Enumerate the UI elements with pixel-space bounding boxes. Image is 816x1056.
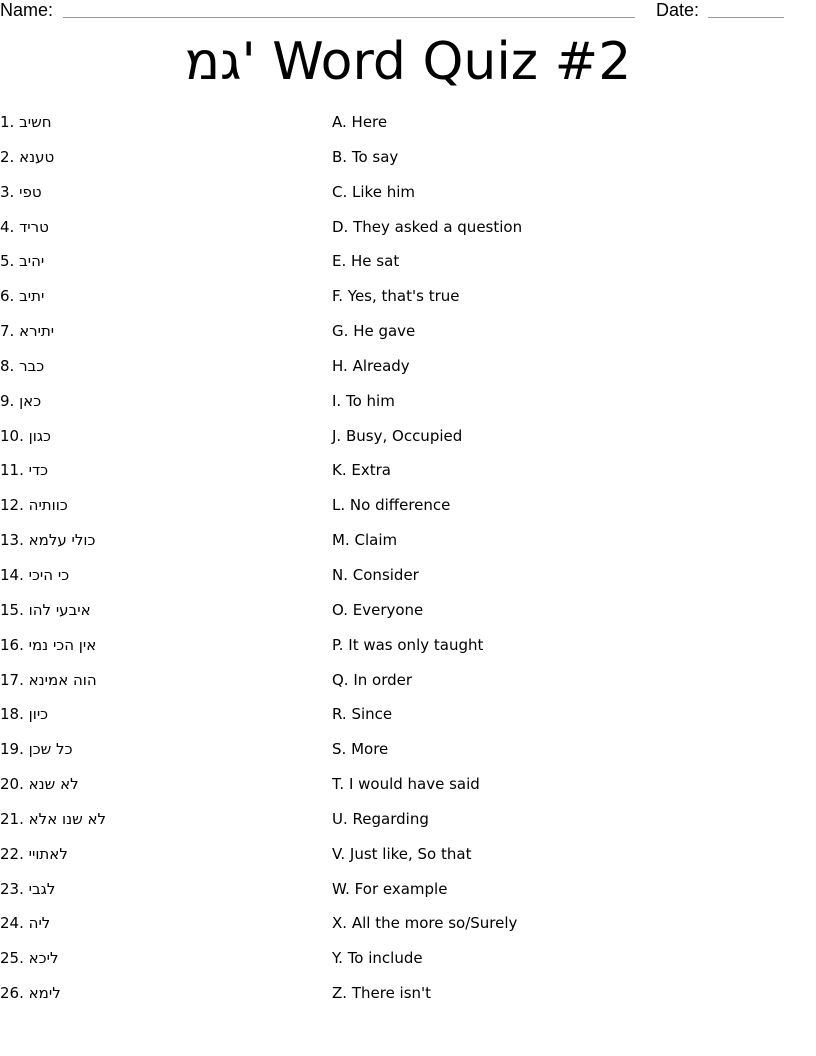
answer-letter: Z.	[332, 984, 348, 1003]
answer-letter: H.	[332, 356, 348, 375]
answer-item	[332, 599, 522, 634]
answer-text: There isn't	[351, 984, 432, 1003]
answer-text: To include	[347, 949, 423, 968]
answer-letter: M.	[332, 531, 350, 550]
answer-item	[332, 773, 522, 808]
question-word: כאן	[19, 391, 42, 410]
answer-letter: R.	[332, 705, 347, 724]
question-item	[0, 982, 106, 1017]
answer-list	[332, 111, 522, 1017]
answer-text: They asked a question	[353, 217, 523, 236]
question-number: 1.	[0, 113, 15, 131]
question-number: 3.	[0, 182, 15, 201]
answer-item	[332, 494, 522, 529]
answer-item	[332, 947, 522, 982]
answer-item	[332, 250, 522, 285]
answer-item	[332, 912, 522, 947]
question-number: 14.	[0, 565, 24, 584]
question-item	[0, 250, 106, 285]
answer-item	[332, 459, 522, 494]
question-word: כיון	[28, 705, 49, 724]
question-number: 9.	[0, 391, 15, 410]
answer-item	[332, 181, 522, 216]
answer-letter: U.	[332, 809, 348, 828]
question-item	[0, 808, 106, 843]
answer-text: To say	[351, 147, 399, 166]
question-item	[0, 878, 106, 913]
answer-text: I would have said	[348, 775, 480, 794]
answer-text: Everyone	[352, 600, 424, 619]
worksheet-header	[0, 0, 816, 24]
question-item	[0, 703, 106, 738]
question-item	[0, 599, 106, 634]
question-number: 5.	[0, 252, 15, 271]
answer-text: He sat	[351, 252, 400, 271]
answer-item	[332, 808, 522, 843]
answer-item	[332, 320, 522, 355]
answer-letter: B.	[332, 147, 348, 166]
answer-letter: J.	[332, 426, 342, 445]
question-item	[0, 320, 106, 355]
answer-letter: C.	[332, 182, 348, 201]
answer-text: No difference	[349, 496, 451, 515]
answer-letter: N.	[332, 565, 348, 584]
answer-text: It was only taught	[348, 635, 484, 654]
question-word: לגבי	[28, 879, 56, 898]
question-item	[0, 111, 106, 146]
question-number: 19.	[0, 740, 24, 759]
name-label: Name:	[0, 0, 54, 20]
question-number: 13.	[0, 531, 24, 550]
answer-letter: W.	[332, 879, 350, 898]
date-blank-line	[708, 17, 784, 18]
answer-letter: A.	[332, 113, 347, 131]
question-item	[0, 634, 106, 669]
answer-item	[332, 669, 522, 704]
question-word: ליה	[28, 914, 51, 933]
answer-letter: I.	[332, 391, 342, 410]
answer-text: Just like, So that	[349, 844, 472, 863]
question-number: 12.	[0, 496, 24, 515]
question-item	[0, 843, 106, 878]
question-word: לאתויי	[28, 844, 68, 863]
question-item	[0, 459, 106, 494]
question-item	[0, 355, 106, 390]
answer-letter: Q.	[332, 670, 349, 689]
answer-text: Here	[351, 113, 388, 131]
question-number: 25.	[0, 949, 24, 968]
question-number: 18.	[0, 705, 24, 724]
answer-text: All the more so/Surely	[351, 914, 518, 933]
question-item	[0, 738, 106, 773]
answer-item	[332, 216, 522, 251]
question-item	[0, 773, 106, 808]
answer-letter: S.	[332, 740, 347, 759]
question-number: 6.	[0, 287, 15, 306]
question-list	[0, 111, 106, 1017]
question-item	[0, 564, 106, 599]
question-word: לא שנא	[28, 775, 79, 794]
answer-letter: P.	[332, 635, 344, 654]
question-item	[0, 425, 106, 460]
question-number: 8.	[0, 356, 15, 375]
answer-text: Busy, Occupied	[345, 426, 463, 445]
question-word: חשיב	[19, 113, 52, 131]
answer-text: Like him	[352, 182, 415, 201]
answer-text: More	[351, 740, 389, 759]
answer-item	[332, 703, 522, 738]
question-number: 11.	[0, 461, 24, 480]
answer-letter: L.	[332, 496, 346, 515]
answer-item	[332, 564, 522, 599]
answer-item	[332, 738, 522, 773]
date-label: Date:	[656, 0, 700, 20]
quiz-title: גמ' Word Quiz #2	[184, 32, 632, 92]
answer-item	[332, 390, 522, 425]
answer-letter: O.	[332, 600, 348, 619]
question-word: כל שכן	[28, 740, 73, 759]
question-word: איבעי להו	[28, 600, 91, 619]
name-blank-line	[63, 17, 635, 18]
question-number: 10.	[0, 426, 24, 445]
question-number: 22.	[0, 844, 24, 863]
answer-item	[332, 285, 522, 320]
answer-letter: T.	[332, 775, 345, 794]
question-word: אין הכי נמי	[28, 635, 97, 654]
answer-letter: E.	[332, 252, 347, 271]
answer-letter: Y.	[332, 949, 343, 968]
question-word: טריד	[19, 217, 49, 236]
question-number: 24.	[0, 914, 24, 933]
answer-text: Consider	[352, 565, 419, 584]
question-item	[0, 947, 106, 982]
question-item	[0, 390, 106, 425]
answer-text: Claim	[354, 531, 398, 550]
question-item	[0, 146, 106, 181]
answer-item	[332, 634, 522, 669]
answer-letter: G.	[332, 322, 349, 341]
question-word: כי היכי	[28, 565, 70, 584]
answer-letter: F.	[332, 287, 343, 306]
answer-text: He gave	[353, 322, 416, 341]
question-number: 23.	[0, 879, 24, 898]
answer-text: To him	[345, 391, 395, 410]
question-word: יתירא	[19, 322, 55, 341]
question-item	[0, 285, 106, 320]
question-word: הוה אמינא	[28, 670, 97, 689]
answer-letter: V.	[332, 844, 346, 863]
question-word: ליכא	[28, 949, 59, 968]
question-item	[0, 912, 106, 947]
question-number: 7.	[0, 322, 15, 341]
question-word: כגון	[28, 426, 51, 445]
answer-text: Regarding	[352, 809, 429, 828]
question-word: כדי	[28, 461, 49, 480]
question-number: 2.	[0, 147, 15, 166]
question-number: 17.	[0, 670, 24, 689]
answer-item	[332, 529, 522, 564]
answer-item	[332, 146, 522, 181]
answer-text: For example	[354, 879, 448, 898]
question-number: 16.	[0, 635, 24, 654]
question-number: 15.	[0, 600, 24, 619]
question-word: טפי	[19, 182, 42, 201]
answer-text: Already	[352, 356, 410, 375]
answer-item	[332, 425, 522, 460]
answer-letter: X.	[332, 914, 348, 933]
question-word: כוותיה	[28, 496, 68, 515]
question-item	[0, 181, 106, 216]
question-word: טענא	[19, 147, 55, 166]
answer-letter: K.	[332, 461, 347, 480]
question-number: 20.	[0, 775, 24, 794]
answer-letter: D.	[332, 217, 349, 236]
answer-item	[332, 111, 522, 146]
question-word: יתיב	[19, 287, 45, 306]
question-number: 21.	[0, 809, 24, 828]
question-number: 4.	[0, 217, 15, 236]
answer-item	[332, 878, 522, 913]
answer-text: In order	[353, 670, 413, 689]
question-item	[0, 529, 106, 564]
question-word: כבר	[19, 356, 45, 375]
answer-item	[332, 843, 522, 878]
question-item	[0, 494, 106, 529]
question-number: 26.	[0, 984, 24, 1003]
answer-text: Since	[351, 705, 393, 724]
question-word: לא שנו אלא	[28, 809, 107, 828]
answer-text: Extra	[351, 461, 391, 480]
question-word: לימא	[28, 984, 61, 1003]
answer-item	[332, 982, 522, 1017]
question-item	[0, 216, 106, 251]
question-word: יהיב	[19, 252, 45, 271]
answer-item	[332, 355, 522, 390]
question-item	[0, 669, 106, 704]
question-word: כולי עלמא	[28, 531, 96, 550]
answer-text: Yes, that's true	[347, 287, 460, 306]
